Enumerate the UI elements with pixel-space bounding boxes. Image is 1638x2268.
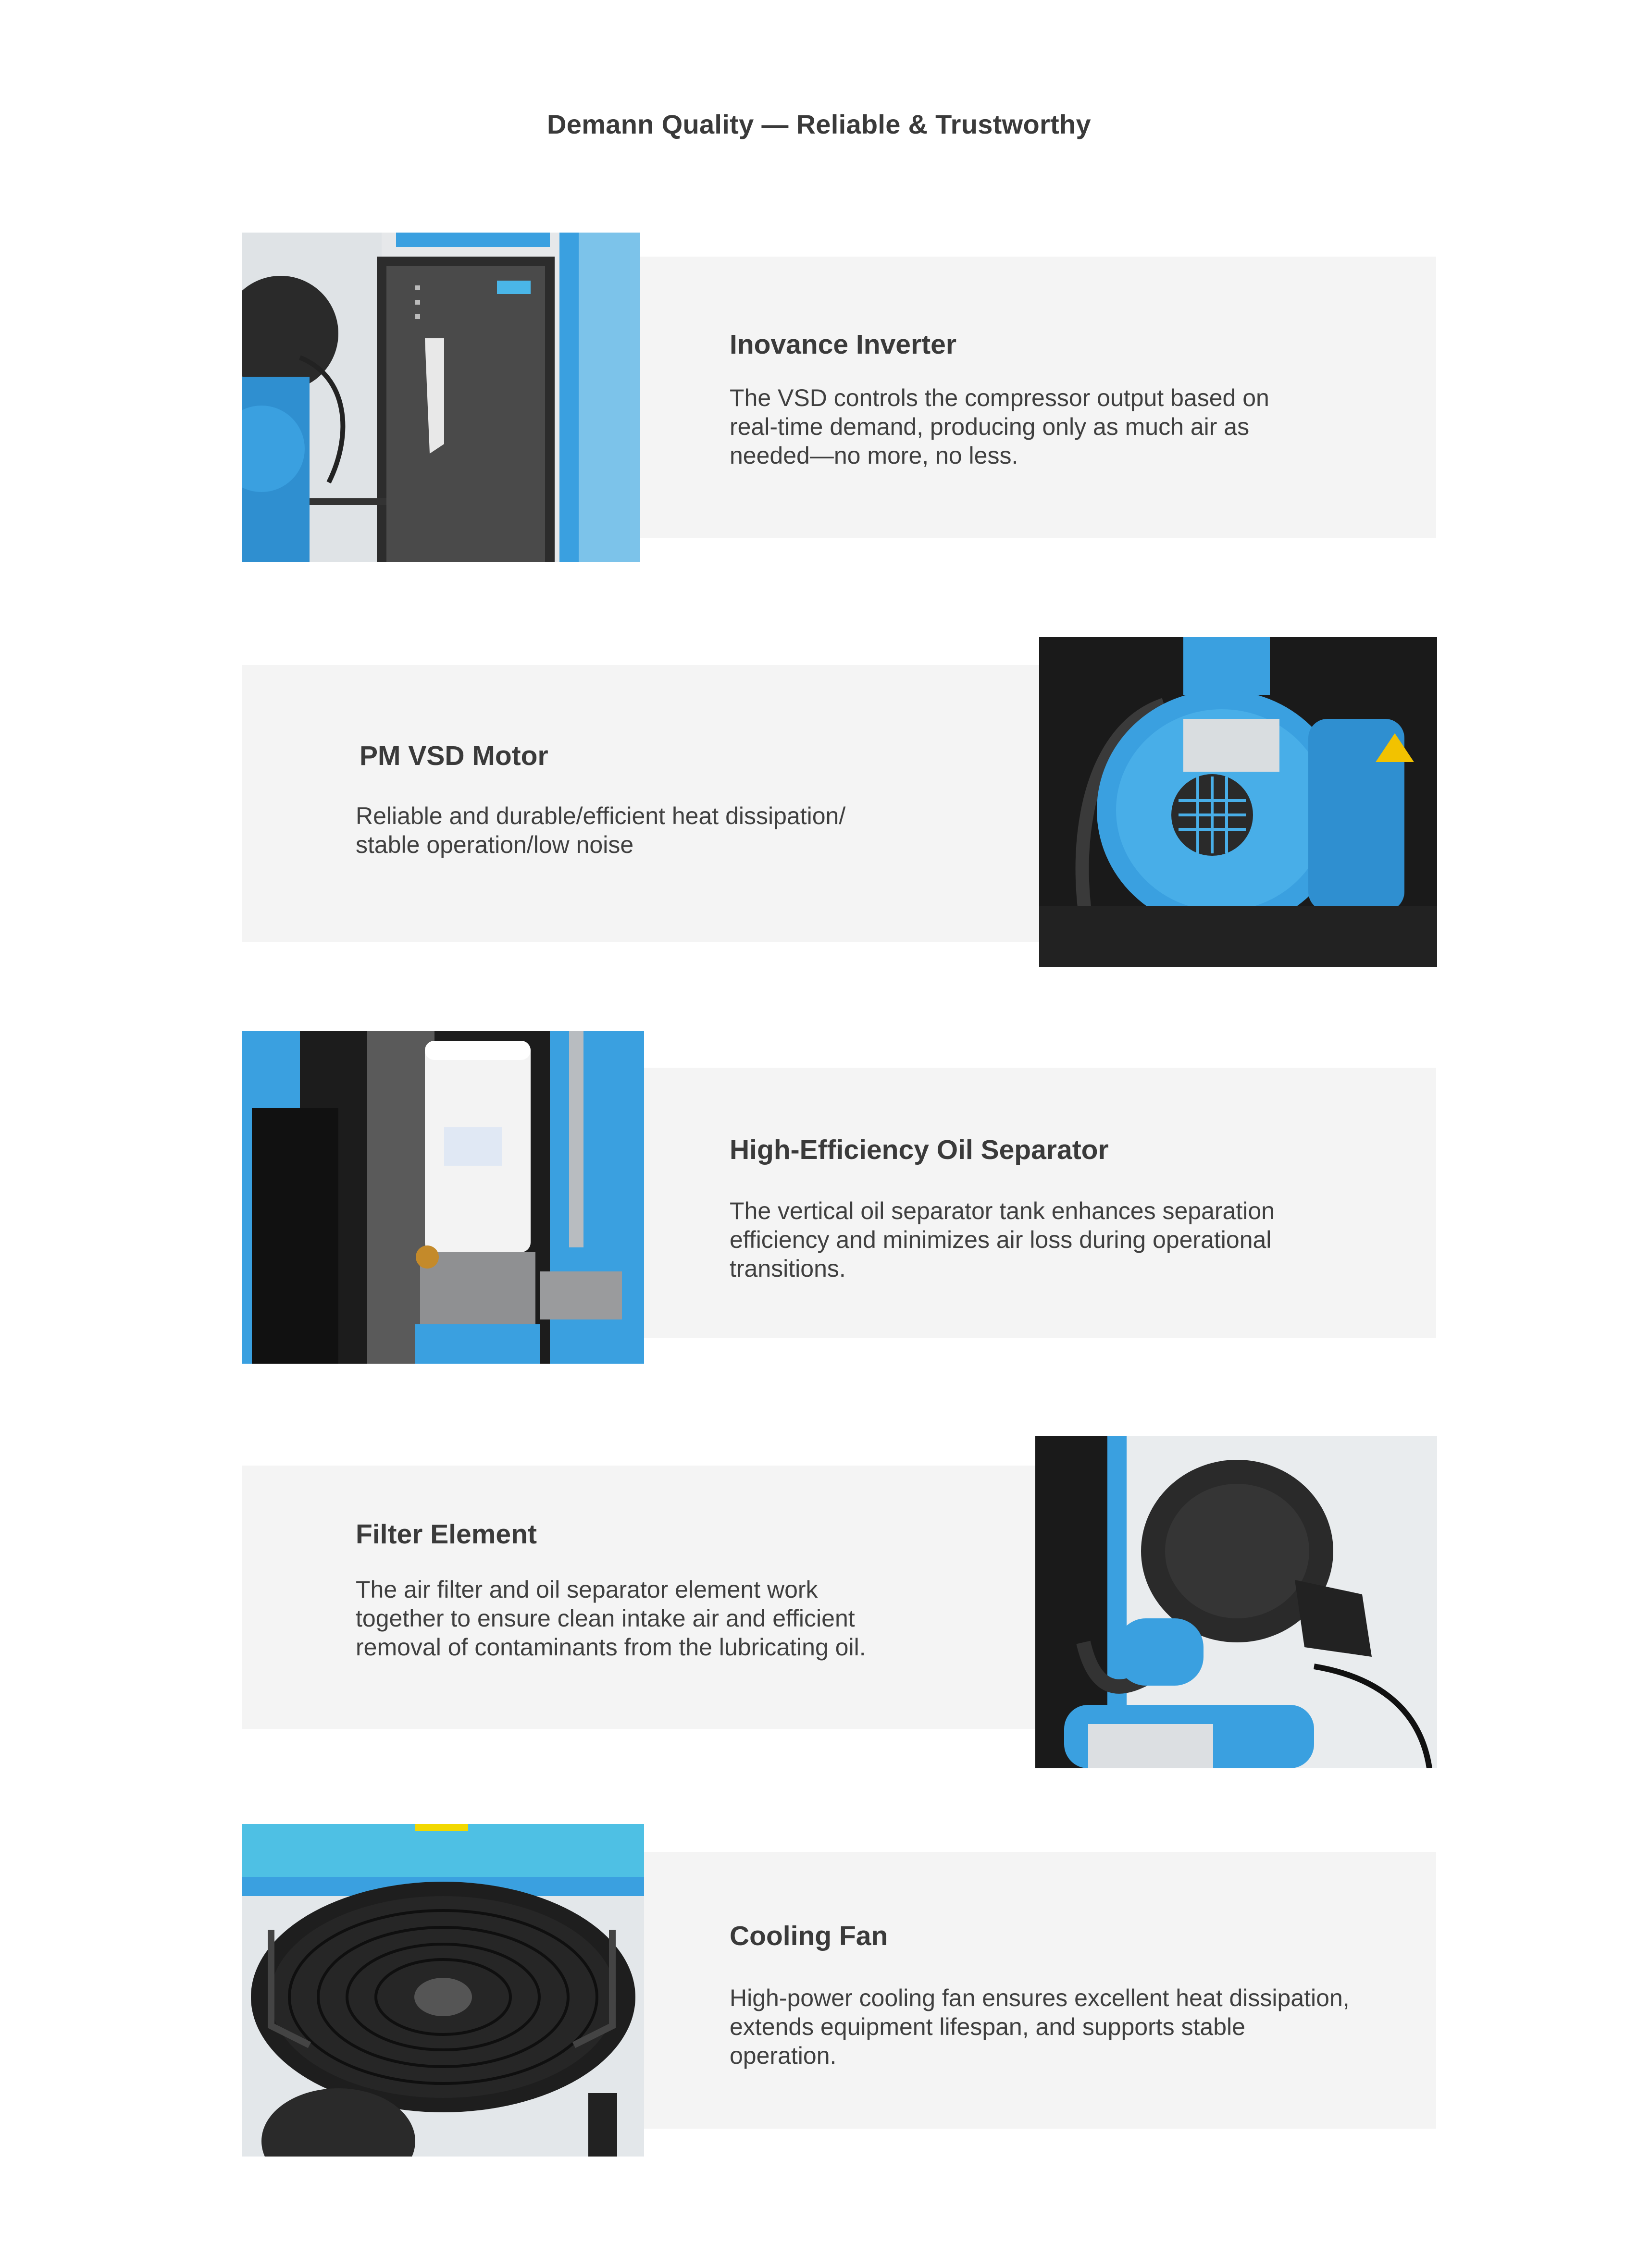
- inverter-photo: [242, 233, 640, 562]
- feature-title: High-Efficiency Oil Separator: [730, 1134, 1109, 1165]
- page-title: Demann Quality — Reliable & Trustworthy: [547, 109, 1091, 139]
- filter-photo: [1035, 1436, 1437, 1768]
- feature-title: Inovance Inverter: [730, 329, 957, 360]
- feature-description: The VSD controls the compressor output based on real-time demand, producing only as much air as needed—no more, no less.: [730, 384, 1269, 469]
- fan-photo: [242, 1824, 644, 2157]
- feature-description: High-power cooling fan ensures excellent heat dissipation, extends equipment lifespan, and supports stable operation.: [730, 1984, 1350, 2069]
- feature-title: Filter Element: [356, 1519, 537, 1550]
- feature-title: Cooling Fan: [730, 1921, 888, 1951]
- motor-photo: [1039, 637, 1437, 967]
- feature-title: PM VSD Motor: [360, 740, 548, 771]
- feature-description: Reliable and durable/efficient heat dissipation/ stable operation/low noise: [356, 802, 846, 858]
- feature-description: The air filter and oil separator element work together to ensure clean intake air and efficient removal of contaminants from the lubricating oil.: [356, 1576, 866, 1661]
- feature-description: The vertical oil separator tank enhances separation efficiency and minimizes air loss during operational transitions.: [730, 1197, 1275, 1282]
- oil-separator-photo: [242, 1031, 644, 1364]
